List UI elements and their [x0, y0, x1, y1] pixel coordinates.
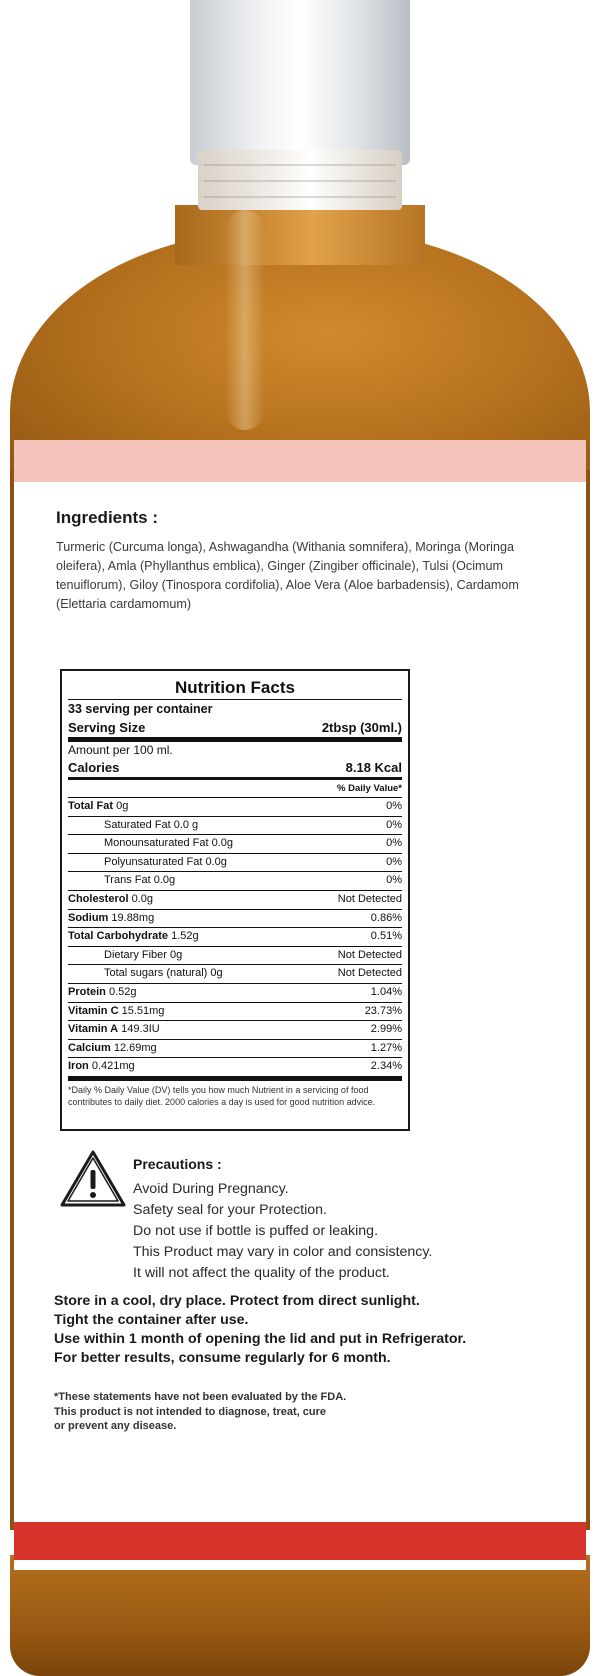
bottle-bottom	[10, 1555, 590, 1676]
nutrient-row	[68, 817, 402, 835]
nutrient-amount: Polyunsaturated Fat 0.0g	[104, 855, 227, 868]
precautions-title: Precautions :	[133, 1156, 222, 1172]
nutrient-name	[68, 965, 223, 983]
nutrient-name	[68, 854, 227, 872]
nutrient-daily-value: 0%	[386, 818, 402, 831]
nutrient-label: Cholesterol	[68, 892, 129, 905]
ingredients-text: Turmeric (Curcuma longa), Ashwagandha (Withania somnifera), Moringa (Moringa oleifera), Amla (Phyllanthus emblica), Ginger (Zingiber officinale), Tulsi (Ocimum tenuiflorum), Giloy (Tinospora cordifolia), Aloe Vera (Aloe barbadensis), Cardamom (Elettaria cardamomum)	[56, 540, 519, 611]
label-red-band	[14, 1522, 586, 1560]
precaution-item: Safety seal for your Protection.	[133, 1202, 327, 1218]
nutrient-amount: 0.52g	[105, 985, 137, 998]
fda-disclaimer	[54, 1390, 454, 1434]
bottle-cap	[190, 0, 410, 165]
nutrient-name	[68, 872, 175, 890]
nutrient-daily-value: 0%	[386, 837, 402, 850]
servings-text: 33 serving per container	[68, 702, 213, 716]
nutrient-daily-value: 2.99%	[370, 1023, 402, 1036]
nutrient-name	[68, 910, 154, 928]
nutrient-row	[68, 928, 402, 946]
nutrient-row	[68, 947, 402, 965]
nutrient-amount: 149.3IU	[118, 1023, 160, 1036]
nutrient-amount: Total sugars (natural) 0g	[104, 967, 223, 980]
nutrient-row	[68, 872, 402, 890]
nutrient-name	[68, 1058, 135, 1076]
nutrient-row	[68, 1003, 402, 1021]
nutrient-amount: 1.52g	[168, 930, 199, 943]
bottle-highlight	[225, 210, 265, 430]
nutrient-daily-value: 0.86%	[370, 911, 402, 924]
nutrient-row	[68, 798, 402, 816]
nutrient-row	[68, 910, 402, 928]
calories-value: 8.18 Kcal	[345, 760, 402, 775]
precautions-list	[133, 1179, 553, 1284]
disclaimer-line: *These statements have not been evaluated by the FDA.	[54, 1391, 347, 1403]
nutrient-label: Calcium	[68, 1041, 111, 1054]
nutrient-name	[68, 928, 199, 946]
nutrient-row	[68, 984, 402, 1002]
nutrient-label: Vitamin C	[68, 1004, 119, 1017]
nutrient-amount: 0.0g	[128, 892, 153, 905]
serving-size-row	[68, 718, 402, 737]
nutrient-name	[68, 817, 198, 835]
storage-line: Tight the container after use.	[54, 1312, 249, 1328]
storage-line: Use within 1 month of opening the lid and put in Refrigerator.	[54, 1331, 467, 1347]
nutrient-daily-value: 1.27%	[370, 1041, 402, 1054]
warning-triangle-icon	[58, 1148, 128, 1210]
nutrient-daily-value: 23.73%	[364, 1004, 402, 1017]
nutrient-row	[68, 835, 402, 853]
calories-label: Calories	[68, 760, 120, 775]
nutrient-name	[68, 984, 137, 1002]
label-pink-band	[14, 440, 586, 482]
nutrient-daily-value: Not Detected	[337, 892, 402, 905]
disclaimer-line: or prevent any disease.	[54, 1420, 177, 1432]
nutrient-name	[68, 1021, 160, 1039]
nutrient-name	[68, 835, 233, 853]
nutrient-label: Total Fat	[68, 800, 114, 812]
amount-per-text: Amount per 100 ml.	[68, 743, 173, 757]
servings-row	[68, 700, 402, 718]
disclaimer-line: This product is not intended to diagnose, treat, cure	[54, 1405, 326, 1418]
nutrient-daily-value: 0%	[386, 855, 402, 868]
nutrient-daily-value: 0%	[386, 874, 402, 887]
nutrient-row	[68, 965, 402, 983]
nutrient-amount: Saturated Fat 0.0 g	[104, 818, 199, 831]
nutrient-label: Sodium	[68, 911, 109, 924]
nutrient-daily-value: Not Detected	[337, 967, 402, 980]
nutrient-daily-value: 1.04%	[370, 985, 402, 998]
nutrition-facts-title: Nutrition Facts	[175, 678, 295, 697]
storage-line: For better results, consume regularly for 6 month.	[54, 1350, 391, 1366]
serving-size-label: Serving Size	[68, 720, 146, 735]
nutrient-row	[68, 1021, 402, 1039]
nutrient-amount: 15.51mg	[118, 1004, 165, 1017]
amount-per-row	[68, 742, 402, 758]
nutrient-amount: 0g	[113, 800, 129, 812]
nutrient-daily-value: Not Detected	[337, 948, 402, 961]
nutrient-amount: Trans Fat 0.0g	[104, 874, 176, 887]
nutrient-daily-value: 0%	[386, 800, 402, 812]
precaution-item: Do not use if bottle is puffed or leaking.	[133, 1223, 379, 1239]
storage-instructions	[54, 1292, 554, 1368]
precaution-item: This Product may vary in color and consistency.	[133, 1244, 433, 1260]
storage-line: Store in a cool, dry place. Protect from direct sunlight.	[54, 1293, 420, 1309]
nutrient-label: Protein	[68, 985, 106, 998]
nutrient-daily-value: 0.51%	[370, 930, 402, 943]
nutrient-name	[68, 947, 182, 965]
nutrient-label: Iron	[68, 1060, 89, 1073]
nutrition-facts-panel	[60, 669, 410, 1131]
nutrient-name	[68, 891, 153, 909]
nutrient-name	[68, 798, 128, 816]
daily-value-header: % Daily Value*	[337, 783, 402, 794]
nutrient-amount: 12.69mg	[110, 1041, 157, 1054]
nutrition-footnote: *Daily % Daily Value (DV) tells you how much Nutrient in a servicing of food contributes to daily diet. 2000 calories a day is used for good nutrition advice.	[68, 1084, 376, 1107]
nutrient-amount: Monounsaturated Fat 0.0g	[104, 837, 234, 850]
calories-row	[68, 758, 402, 777]
precaution-item: It will not affect the quality of the product.	[133, 1265, 390, 1281]
nutrient-amount: 19.88mg	[108, 911, 155, 924]
bottle-neck	[175, 205, 425, 265]
serving-size-value: 2tbsp (30ml.)	[321, 720, 402, 735]
nutrient-name	[68, 1040, 157, 1058]
nutrient-row	[68, 1058, 402, 1076]
precaution-item: Avoid During Pregnancy.	[133, 1181, 289, 1197]
bottle-cap-ring	[198, 150, 402, 210]
nutrient-label: Vitamin A	[68, 1023, 119, 1036]
nutrient-amount: 0.421mg	[88, 1060, 135, 1073]
nutrient-row	[68, 1040, 402, 1058]
ingredients-title: Ingredients :	[56, 508, 159, 527]
nutrient-amount: Dietary Fiber 0g	[104, 948, 183, 961]
nutrient-row	[68, 854, 402, 872]
nutrient-rows	[68, 797, 402, 1076]
nutrient-name	[68, 1003, 164, 1021]
nutrient-daily-value: 2.34%	[370, 1060, 402, 1073]
nutrient-label: Total Carbohydrate	[68, 930, 169, 943]
nutrient-row	[68, 891, 402, 909]
